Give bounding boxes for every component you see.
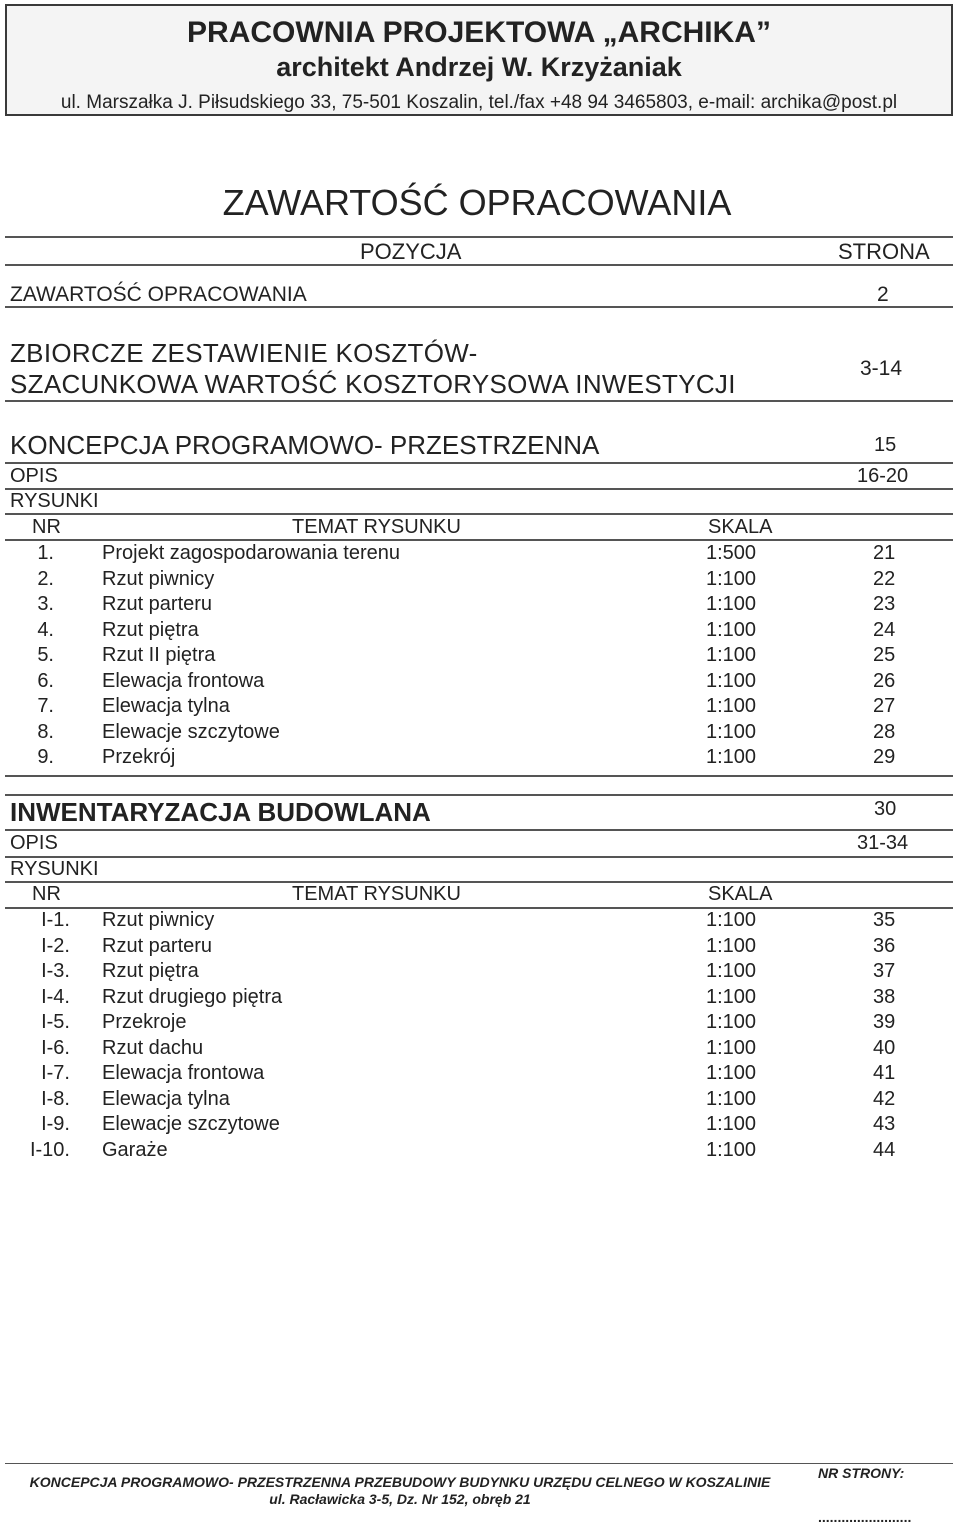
drawing-number: I-6.: [41, 1036, 70, 1059]
divider: [5, 264, 953, 266]
drawing-topic: Rzut II piętra: [102, 644, 216, 666]
inventory-drawings-label: RYSUNKI: [10, 858, 99, 880]
drawing-scale: 1:500: [706, 542, 757, 564]
drawing-page: 41: [873, 1062, 896, 1084]
drawing-scale: 1:100: [706, 1036, 757, 1059]
drawing-number: 8.: [37, 720, 54, 743]
concept-opis-page: 16-20: [857, 465, 909, 487]
drawing-number: 4.: [37, 618, 54, 641]
drawing-scale: 1:100: [706, 934, 757, 957]
drawing-scale: 1:100: [706, 1138, 757, 1161]
drawing-page: 29: [873, 746, 896, 768]
drawing-scale: 1:100: [706, 593, 757, 615]
drawing-scale: 1:100: [706, 960, 757, 982]
divider: [5, 829, 953, 831]
footer-project-title: KONCEPCJA PROGRAMOWO- PRZESTRZENNA PRZEBUDOWY BUDYNKU URZĘDU CELNEGO W KOSZALINIE: [29, 1474, 771, 1490]
company-address: ul. Marszałka J. Piłsudskiego 33, 75-501 Koszalin, tel./fax +48 94 3465803, e-mail: archika@post.pl: [60, 92, 898, 113]
inventory-col-scale: SKALA: [708, 883, 773, 905]
drawing-page: 26: [873, 669, 896, 692]
drawing-page: 39: [873, 1011, 896, 1033]
drawing-number: I-5.: [41, 1011, 70, 1033]
footer-divider: [5, 1463, 953, 1464]
drawing-number: I-7.: [41, 1062, 70, 1084]
drawing-page: 36: [873, 934, 896, 957]
drawing-topic: Rzut parteru: [102, 934, 213, 957]
letterhead: [5, 4, 953, 116]
divider: [5, 462, 953, 464]
concept-col-scale: SKALA: [708, 516, 773, 538]
document-title: ZAWARTOŚĆ OPRACOWANIA: [222, 182, 732, 223]
cost-summary-page: 3-14: [860, 357, 903, 380]
inventory-section-title: INWENTARYZACJA BUDOWLANA: [10, 797, 431, 827]
drawing-topic: Elewacje szczytowe: [102, 1113, 280, 1135]
drawing-page: 27: [873, 695, 896, 717]
drawing-page: 25: [873, 644, 896, 666]
drawing-page: 23: [873, 593, 896, 615]
drawing-page: 37: [873, 960, 896, 982]
drawing-topic: Elewacja tylna: [102, 695, 230, 717]
drawing-topic: Rzut piętra: [102, 960, 199, 982]
drawing-scale: 1:100: [706, 644, 757, 666]
footer-page-value: ........................: [818, 1509, 912, 1525]
drawing-page: 24: [873, 618, 896, 641]
drawing-scale: 1:100: [706, 746, 757, 768]
drawing-number: 7.: [37, 695, 54, 717]
drawing-scale: 1:100: [706, 618, 757, 641]
drawing-scale: 1:100: [706, 1011, 757, 1033]
footer-location: ul. Racławicka 3-5, Dz. Nr 152, obręb 21: [269, 1491, 531, 1507]
contents-row-page: 2: [877, 283, 889, 306]
footer-page-label: NR STRONY:: [818, 1465, 905, 1481]
drawing-page: 22: [873, 567, 896, 590]
cost-summary-line-2: SZACUNKOWA WARTOŚĆ KOSZTORYSOWA INWESTYCJI: [10, 369, 736, 399]
concept-section-page: 15: [874, 434, 897, 456]
drawing-topic: Rzut piętra: [102, 618, 199, 641]
drawing-topic: Elewacja tylna: [102, 1087, 230, 1110]
page-column-header: STRONA: [838, 239, 930, 264]
divider: [5, 306, 953, 308]
drawing-number: I-9.: [41, 1113, 70, 1135]
divider: [5, 856, 953, 858]
drawing-topic: Projekt zagospodarowania terenu: [102, 542, 400, 564]
drawing-number: 6.: [37, 669, 54, 692]
drawing-number: I-1.: [41, 909, 70, 931]
drawing-scale: 1:100: [706, 567, 757, 590]
drawing-page: 35: [873, 909, 896, 931]
concept-opis-label: OPIS: [10, 465, 58, 487]
drawing-scale: 1:100: [706, 669, 757, 692]
inventory-col-nr: NR: [32, 883, 61, 905]
drawing-page: 40: [873, 1036, 896, 1059]
drawing-scale: 1:100: [706, 720, 757, 743]
concept-col-topic: TEMAT RYSUNKU: [292, 516, 461, 538]
drawing-number: I-10.: [29, 1138, 70, 1161]
concept-section-title: KONCEPCJA PROGRAMOWO- PRZESTRZENNA: [10, 430, 600, 460]
concept-drawings-label: RYSUNKI: [10, 490, 99, 512]
drawing-topic: Przekroje: [102, 1011, 187, 1033]
drawing-page: 28: [873, 720, 896, 743]
drawing-number: 9.: [37, 746, 54, 768]
drawing-number: 1.: [37, 542, 54, 564]
drawing-number: I-8.: [41, 1087, 70, 1110]
divider: [5, 881, 953, 883]
position-column-header: POZYCJA: [360, 239, 462, 264]
divider: [5, 236, 953, 238]
drawing-scale: 1:100: [706, 695, 757, 717]
concept-col-nr: NR: [32, 516, 61, 538]
drawing-number: I-4.: [41, 985, 70, 1008]
drawing-topic: Elewacje szczytowe: [102, 720, 280, 743]
company-name: PRACOWNIA PROJEKTOWA „ARCHIKA”: [187, 16, 771, 49]
drawing-number: I-2.: [41, 934, 70, 957]
drawing-topic: Garaże: [102, 1138, 168, 1161]
drawing-topic: Rzut piwnicy: [102, 909, 215, 931]
drawing-topic: Przekrój: [102, 746, 176, 768]
drawing-scale: 1:100: [706, 1062, 757, 1084]
drawing-page: 38: [873, 985, 896, 1008]
divider: [5, 775, 953, 777]
drawing-page: 44: [873, 1138, 896, 1161]
drawing-topic: Rzut dachu: [102, 1036, 204, 1059]
drawing-topic: Elewacja frontowa: [102, 1062, 265, 1084]
drawing-page: 43: [873, 1113, 896, 1135]
drawing-number: I-3.: [41, 960, 70, 982]
cost-summary-line-1: ZBIORCZE ZESTAWIENIE KOSZTÓW-: [10, 338, 478, 368]
drawing-scale: 1:100: [706, 985, 757, 1008]
divider: [5, 488, 953, 490]
drawing-scale: 1:100: [706, 1087, 757, 1110]
drawing-topic: Rzut drugiego piętra: [102, 985, 283, 1008]
drawing-page: 42: [873, 1087, 896, 1110]
architect-name: architekt Andrzej W. Krzyżaniak: [276, 52, 682, 82]
drawing-topic: Elewacja frontowa: [102, 669, 265, 692]
inventory-section-page: 30: [874, 798, 897, 820]
divider: [5, 513, 953, 515]
drawing-scale: 1:100: [706, 1113, 757, 1135]
drawing-number: 5.: [37, 644, 54, 666]
inventory-opis-label: OPIS: [10, 832, 58, 854]
divider: [5, 539, 953, 541]
drawing-page: 21: [873, 542, 896, 564]
drawing-topic: Rzut piwnicy: [102, 567, 215, 590]
divider: [5, 400, 953, 402]
drawing-number: 2.: [37, 567, 54, 590]
inventory-opis-page: 31-34: [857, 832, 909, 854]
contents-row-label: ZAWARTOŚĆ OPRACOWANIA: [10, 283, 307, 306]
drawing-scale: 1:100: [706, 909, 757, 931]
inventory-col-topic: TEMAT RYSUNKU: [292, 883, 461, 905]
drawing-number: 3.: [37, 593, 54, 615]
divider: [5, 794, 953, 796]
drawing-topic: Rzut parteru: [102, 593, 213, 615]
